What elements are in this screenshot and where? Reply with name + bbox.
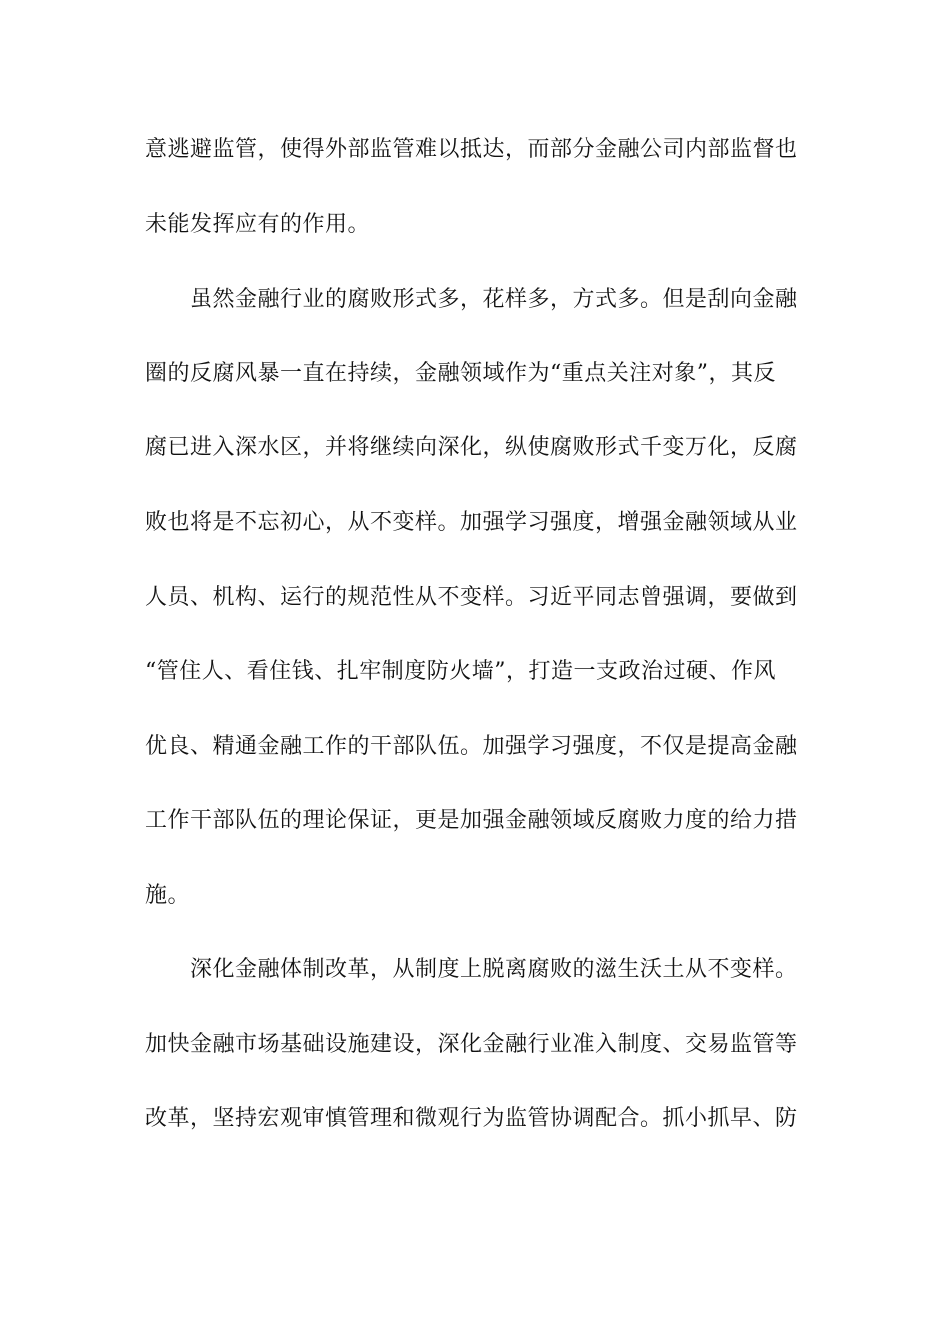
- text-line: 未能发挥应有的作用。: [145, 212, 371, 237]
- text-line: 人员、机构、运行的规范性从不变样。习近平同志曾强调，要做到: [145, 585, 798, 610]
- text-line: 改革，坚持宏观审慎管理和微观行为监管协调配合。抓小抓早、防: [145, 1106, 798, 1131]
- text-line: 加快金融市场基础设施建设，深化金融行业准入制度、交易监管等: [145, 1032, 798, 1057]
- text-line: 腐已进入深水区，并将继续向深化，纵使腐败形式千变万化，反腐: [145, 435, 798, 460]
- text-line: 优良、精通金融工作的干部队伍。加强学习强度，不仅是提高金融: [145, 734, 798, 759]
- text-line: 施。: [145, 883, 191, 908]
- paragraph-start-line: 虽然金融行业的腐败形式多，花样多，方式多。但是刮向金融: [190, 287, 798, 312]
- text-line: 工作干部队伍的理论保证，更是加强金融领域反腐败力度的给力措: [145, 808, 798, 833]
- paragraph-start-line: 深化金融体制改革，从制度上脱离腐败的滋生沃土从不变样。: [190, 957, 798, 982]
- text-line: 圈的反腐风暴一直在持续，金融领域作为“重点关注对象”，其反: [145, 361, 776, 386]
- text-line: “管住人、看住钱、扎牢制度防火墙”，打造一支政治过硬、作风: [145, 659, 776, 684]
- text-line: 败也将是不忘初心，从不变样。加强学习强度，增强金融领域从业: [145, 510, 798, 535]
- text-line: 意逃避监管，使得外部监管难以抵达，而部分金融公司内部监督也: [145, 137, 798, 162]
